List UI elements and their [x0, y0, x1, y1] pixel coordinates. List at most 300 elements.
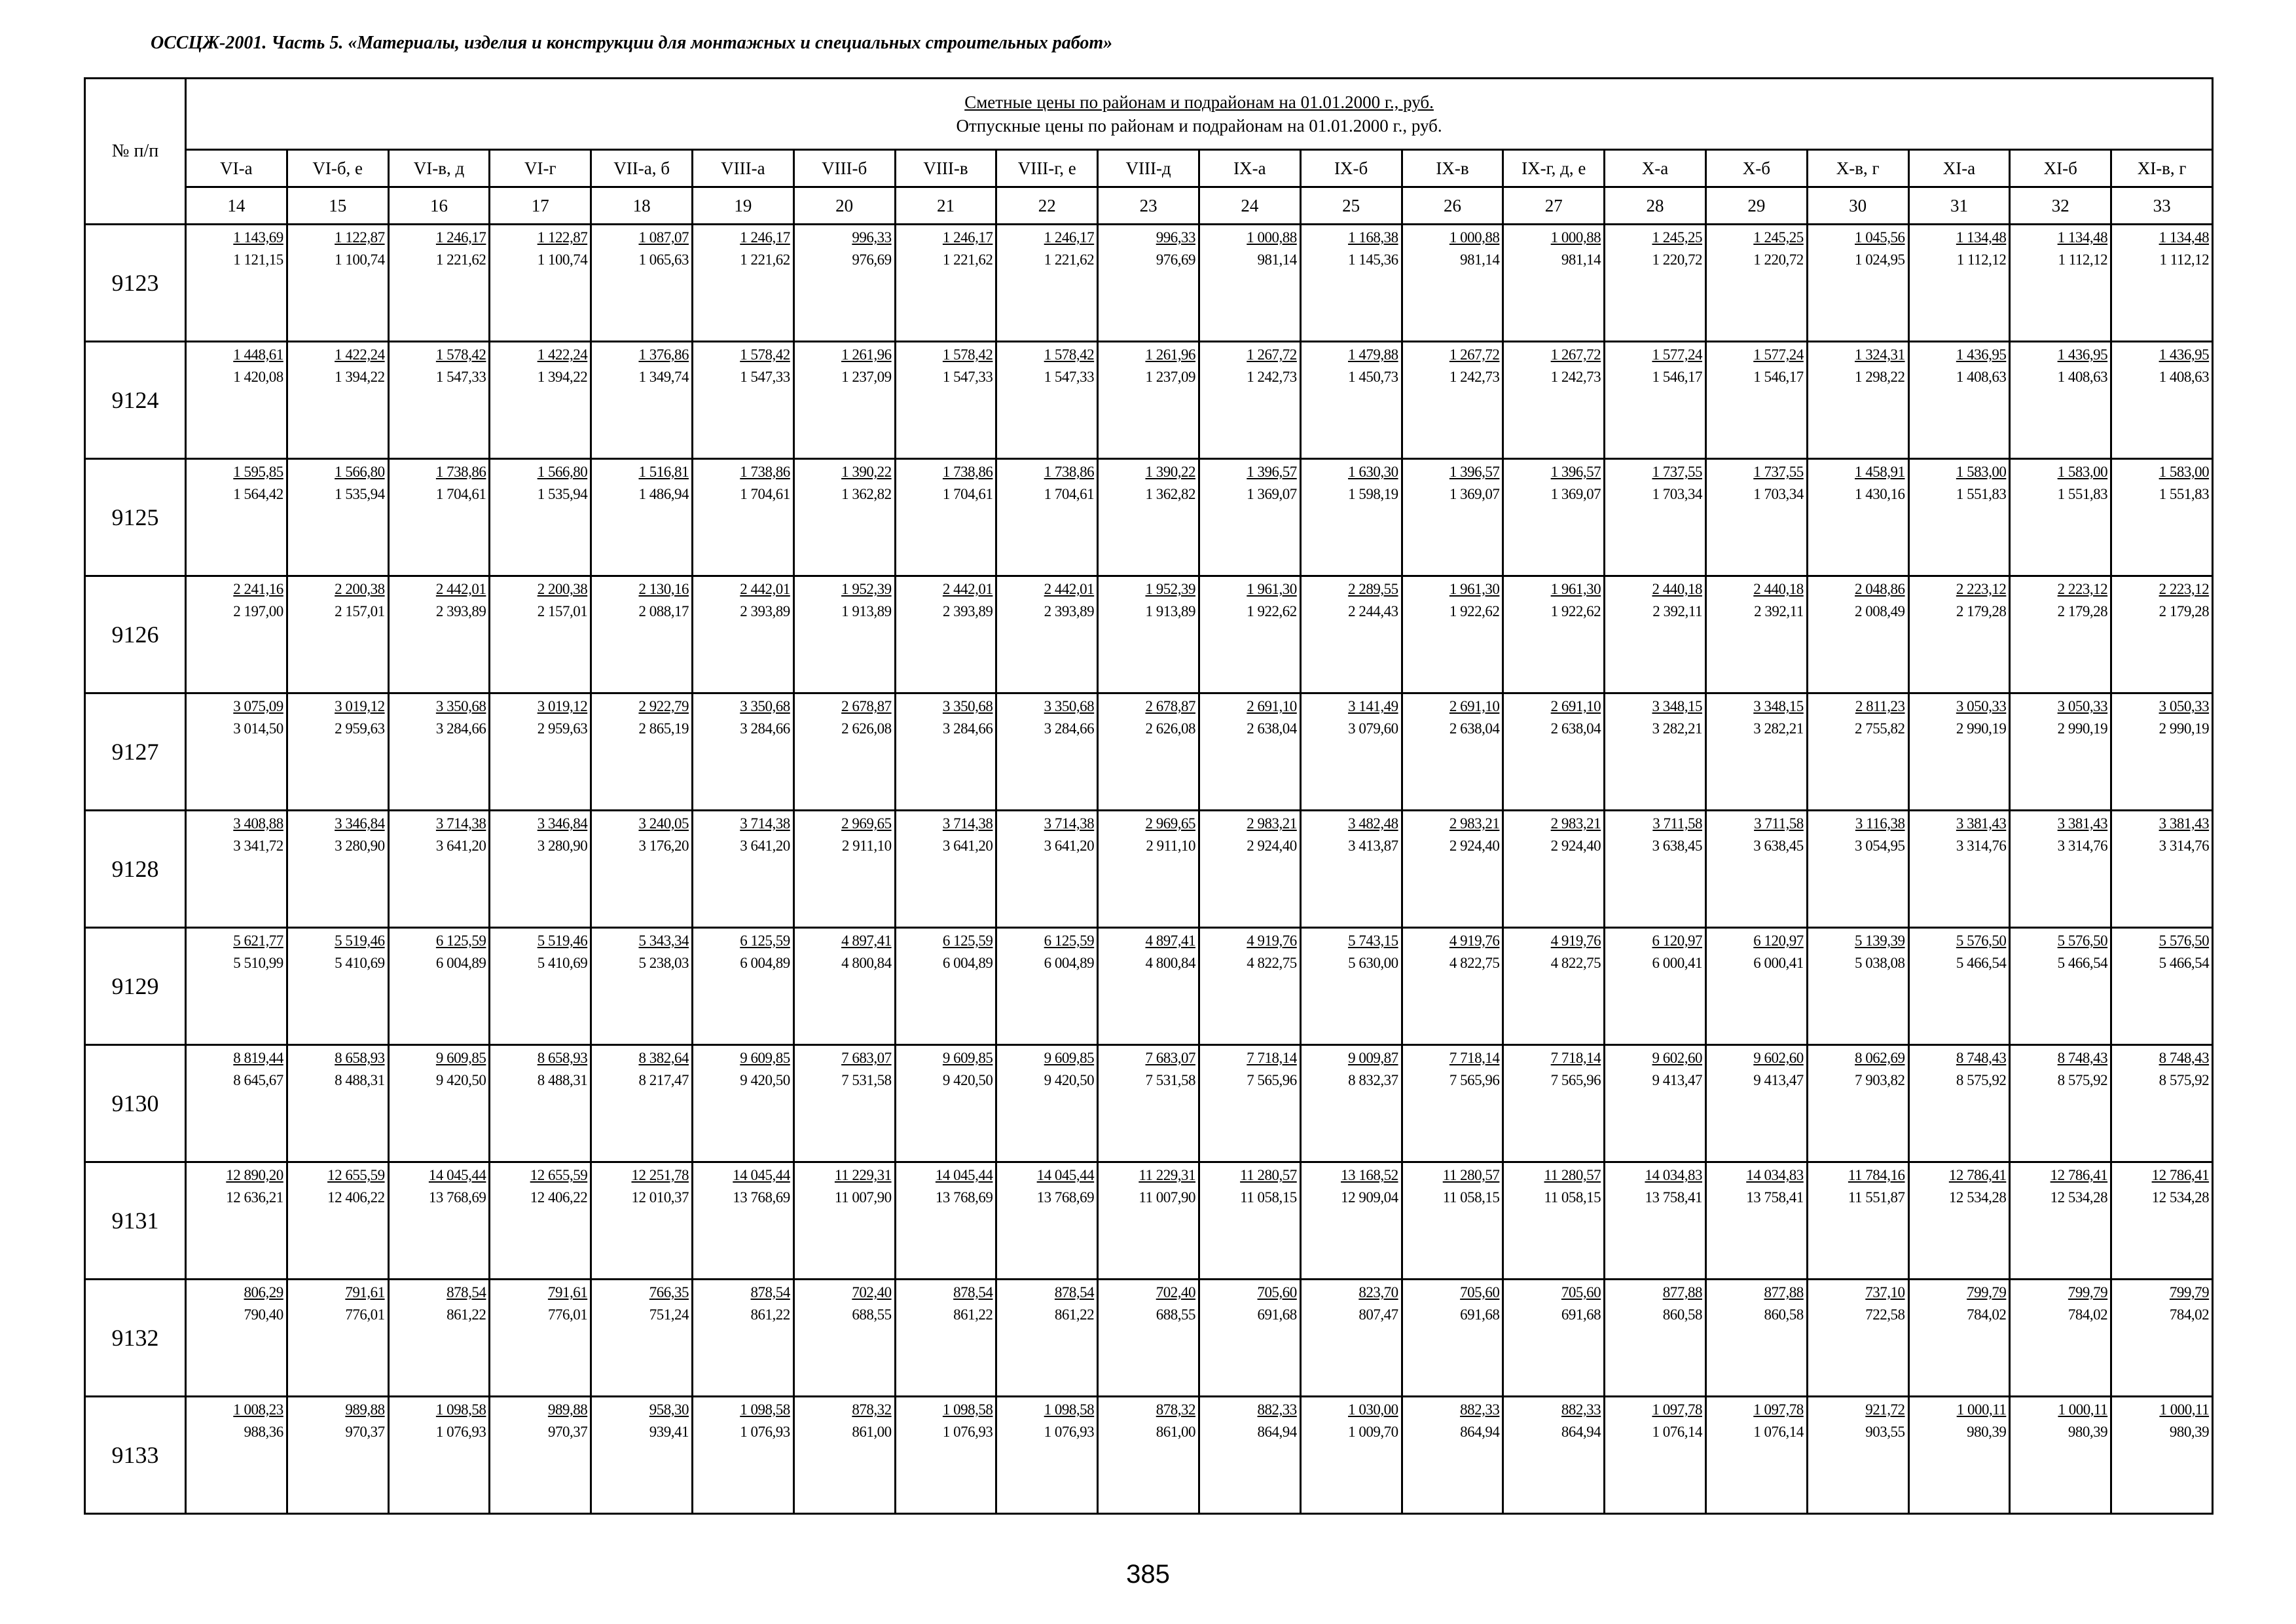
release-price: 1 242,73 [1449, 369, 1500, 385]
estimated-price: 1 030,00 [1348, 1401, 1398, 1418]
price-cell [388, 1045, 490, 1162]
price-cell [1300, 1397, 1402, 1514]
release-price: 4 822,75 [1449, 955, 1500, 971]
estimated-price: 5 576,50 [2159, 932, 2210, 949]
estimated-price: 8 748,43 [2159, 1050, 2210, 1066]
estimated-price: 11 784,16 [1848, 1167, 1905, 1183]
price-cell [388, 811, 490, 928]
price-cell [1503, 811, 1605, 928]
release-price: 8 575,92 [2159, 1072, 2210, 1088]
release-price: 1 408,63 [1956, 369, 2007, 385]
price-cell [793, 1280, 895, 1397]
price-cell [591, 1162, 693, 1280]
price-cell [1503, 459, 1605, 576]
release-price: 2 393,89 [1044, 603, 1095, 619]
price-cell [1807, 1045, 1908, 1162]
price-cell [490, 225, 591, 342]
column-header: IX-а [1199, 150, 1300, 187]
estimated-price: 3 050,33 [1956, 698, 2007, 714]
release-price: 981,14 [1257, 251, 1297, 268]
price-cell [1402, 1397, 1503, 1514]
price-cell [2111, 342, 2213, 459]
price-cell [1199, 1397, 1300, 1514]
estimated-price: 8 748,43 [1956, 1050, 2007, 1066]
release-price: 8 645,67 [233, 1072, 283, 1088]
price-cell [692, 225, 793, 342]
price-cell [1503, 693, 1605, 811]
estimated-price: 1 436,95 [2159, 346, 2210, 363]
price-cell [692, 1280, 793, 1397]
estimated-price: 2 691,10 [1449, 698, 1500, 714]
release-price: 1 547,33 [740, 369, 790, 385]
column-header: X-в, г [1807, 150, 1908, 187]
release-price: 1 076,93 [740, 1424, 790, 1440]
release-price: 3 284,66 [740, 720, 790, 737]
release-price: 2 638,04 [1550, 720, 1601, 737]
release-price: 3 641,20 [435, 838, 486, 854]
estimated-price: 882,33 [1561, 1401, 1601, 1418]
release-price: 5 466,54 [2057, 955, 2108, 971]
price-cell [388, 576, 490, 693]
estimated-price: 799,79 [2068, 1284, 2108, 1301]
estimated-price: 1 246,17 [435, 229, 486, 246]
column-header: VI-б, е [287, 150, 388, 187]
release-price: 1 121,15 [233, 251, 283, 268]
estimated-price: 1 087,07 [638, 229, 689, 246]
release-price: 2 393,89 [740, 603, 790, 619]
estimated-price: 1 578,42 [435, 346, 486, 363]
table-header-row [85, 79, 2213, 150]
price-cell [388, 1280, 490, 1397]
table-caption [186, 79, 2213, 150]
price-cell [1199, 1162, 1300, 1280]
release-price: 1 369,07 [1550, 486, 1601, 502]
release-price: 1 913,89 [841, 603, 892, 619]
release-price: 1 242,73 [1550, 369, 1601, 385]
estimated-price: 5 576,50 [2057, 932, 2108, 949]
release-price: 9 420,50 [740, 1072, 790, 1088]
release-price: 976,69 [852, 251, 892, 268]
estimated-price: 799,79 [2169, 1284, 2210, 1301]
price-cell [1098, 1397, 1199, 1514]
release-price: 2 088,17 [638, 603, 689, 619]
estimated-price: 1 583,00 [2159, 464, 2210, 480]
estimated-price: 3 075,09 [233, 698, 283, 714]
caption-release-prices: Отпускные цены по районам и подрайонам на 01.01.2000 г., руб. [956, 116, 1442, 136]
estimated-price: 6 125,59 [435, 932, 486, 949]
estimated-price: 2 289,55 [1348, 581, 1398, 597]
price-cell [1300, 811, 1402, 928]
price-cell [287, 342, 388, 459]
row-number: 9127 [85, 693, 186, 811]
release-price: 3 079,60 [1348, 720, 1398, 737]
estimated-price: 2 811,23 [1855, 698, 1905, 714]
release-price: 1 704,61 [1044, 486, 1095, 502]
price-cell [1705, 1162, 1807, 1280]
estimated-price: 14 034,83 [1645, 1167, 1702, 1183]
release-price: 939,41 [649, 1424, 689, 1440]
price-cell [1199, 576, 1300, 693]
estimated-price: 1 000,88 [1449, 229, 1500, 246]
price-cell [1300, 928, 1402, 1045]
price-cell [1705, 811, 1807, 928]
release-price: 2 179,28 [2057, 603, 2108, 619]
release-price: 5 038,08 [1855, 955, 1905, 971]
price-cell [186, 811, 287, 928]
release-price: 2 924,40 [1247, 838, 1297, 854]
price-cell [490, 928, 591, 1045]
release-price: 1 112,12 [2058, 251, 2108, 268]
column-number: 18 [591, 187, 693, 225]
release-price: 9 420,50 [942, 1072, 993, 1088]
price-cell [490, 811, 591, 928]
price-cell [1908, 928, 2010, 1045]
release-price: 3 282,21 [1753, 720, 1804, 737]
price-cell [186, 1397, 287, 1514]
price-cell [1605, 576, 1706, 693]
price-cell [1402, 1162, 1503, 1280]
release-price: 2 393,89 [435, 603, 486, 619]
price-cell [490, 459, 591, 576]
release-price: 3 641,20 [1044, 838, 1095, 854]
estimated-price: 1 577,24 [1753, 346, 1804, 363]
release-price: 1 221,62 [1044, 251, 1095, 268]
estimated-price: 705,60 [1257, 1284, 1297, 1301]
price-cell [996, 693, 1098, 811]
estimated-price: 1 000,88 [1550, 229, 1601, 246]
estimated-price: 878,54 [446, 1284, 486, 1301]
estimated-price: 2 442,01 [740, 581, 790, 597]
price-cell [996, 1280, 1098, 1397]
price-cell [895, 1397, 996, 1514]
release-price: 1 369,07 [1449, 486, 1500, 502]
estimated-price: 1 000,88 [1247, 229, 1297, 246]
table-row [85, 459, 2213, 576]
price-cell [1300, 1280, 1402, 1397]
release-price: 9 420,50 [1044, 1072, 1095, 1088]
release-price: 2 911,10 [1146, 838, 1195, 854]
release-price: 3 638,45 [1652, 838, 1702, 854]
price-cell [186, 1280, 287, 1397]
estimated-price: 14 045,44 [428, 1167, 486, 1183]
release-price: 3 314,76 [2159, 838, 2210, 854]
price-cell [388, 693, 490, 811]
release-price: 8 488,31 [537, 1072, 588, 1088]
price-cell [2111, 811, 2213, 928]
release-price: 1 551,83 [1956, 486, 2007, 502]
estimated-price: 2 678,87 [1145, 698, 1195, 714]
release-price: 980,39 [2068, 1424, 2108, 1440]
column-number: 31 [1908, 187, 2010, 225]
estimated-price: 6 125,59 [942, 932, 993, 949]
estimated-price: 996,33 [1156, 229, 1195, 246]
row-number: 9133 [85, 1397, 186, 1514]
price-cell [895, 811, 996, 928]
estimated-price: 1 436,95 [2057, 346, 2108, 363]
estimated-price: 1 122,87 [335, 229, 385, 246]
table-row [85, 1045, 2213, 1162]
price-cell [1199, 342, 1300, 459]
estimated-price: 9 009,87 [1348, 1050, 1398, 1066]
price-cell [2010, 1045, 2111, 1162]
estimated-price: 2 241,16 [233, 581, 283, 597]
price-cell [287, 1280, 388, 1397]
release-price: 1 922,62 [1550, 603, 1601, 619]
price-cell [1402, 342, 1503, 459]
estimated-price: 1 098,58 [435, 1401, 486, 1418]
estimated-price: 921,72 [1865, 1401, 1905, 1418]
release-price: 970,37 [345, 1424, 385, 1440]
price-cell [692, 459, 793, 576]
price-cell [287, 1397, 388, 1514]
estimated-price: 766,35 [649, 1284, 689, 1301]
release-price: 2 626,08 [841, 720, 892, 737]
release-price: 784,02 [2169, 1306, 2210, 1323]
release-price: 2 197,00 [233, 603, 283, 619]
table-row [85, 342, 2213, 459]
price-cell [1300, 693, 1402, 811]
estimated-price: 5 139,39 [1855, 932, 1905, 949]
column-number: 15 [287, 187, 388, 225]
release-price: 1 408,63 [2159, 369, 2210, 385]
release-price: 691,68 [1460, 1306, 1500, 1323]
release-price: 1 704,61 [942, 486, 993, 502]
price-cell [2111, 1162, 2213, 1280]
row-number: 9132 [85, 1280, 186, 1397]
estimated-price: 1 583,00 [1956, 464, 2007, 480]
price-cell [1300, 1162, 1402, 1280]
price-cell [388, 225, 490, 342]
price-cell [1199, 928, 1300, 1045]
price-cell [1503, 1045, 1605, 1162]
estimated-price: 989,88 [547, 1401, 588, 1418]
estimated-price: 8 382,64 [638, 1050, 689, 1066]
release-price: 1 922,62 [1247, 603, 1297, 619]
release-price: 3 014,50 [233, 720, 283, 737]
document-header: ОССЦЖ-2001. Часть 5. «Материалы, изделия и конструкции для монтажных и специальных строительных работ» [151, 33, 1113, 53]
price-cell [1807, 811, 1908, 928]
release-price: 1 298,22 [1855, 369, 1905, 385]
estimated-price: 1 245,25 [1652, 229, 1702, 246]
release-price: 6 000,41 [1753, 955, 1804, 971]
release-price: 981,14 [1460, 251, 1500, 268]
price-cell [1402, 576, 1503, 693]
estimated-price: 1 000,11 [2058, 1401, 2108, 1418]
estimated-price: 12 786,41 [2151, 1167, 2210, 1183]
release-price: 3 314,76 [1956, 838, 2007, 854]
estimated-price: 2 983,21 [1449, 815, 1500, 832]
price-cell [1098, 1162, 1199, 1280]
estimated-price: 958,30 [649, 1401, 689, 1418]
release-price: 12 010,37 [631, 1189, 689, 1206]
estimated-price: 1 737,55 [1753, 464, 1804, 480]
estimated-price: 1 134,48 [1956, 229, 2007, 246]
price-cell [692, 1162, 793, 1280]
price-cell [1605, 1162, 1706, 1280]
price-cell [692, 576, 793, 693]
release-price: 7 531,58 [1145, 1072, 1195, 1088]
column-header: VIII-д [1098, 150, 1199, 187]
estimated-price: 3 714,38 [942, 815, 993, 832]
column-header: VI-а [186, 150, 287, 187]
price-cell [1807, 225, 1908, 342]
release-price: 1 913,89 [1145, 603, 1195, 619]
release-price: 3 641,20 [740, 838, 790, 854]
release-price: 6 004,89 [942, 955, 993, 971]
release-price: 1 420,08 [233, 369, 283, 385]
estimated-price: 3 482,48 [1348, 815, 1398, 832]
release-price: 4 800,84 [1145, 955, 1195, 971]
release-price: 860,58 [1764, 1306, 1804, 1323]
price-cell [1402, 811, 1503, 928]
release-price: 4 822,75 [1550, 955, 1601, 971]
release-price: 1 024,95 [1855, 251, 1905, 268]
estimated-price: 1 324,31 [1855, 346, 1905, 363]
release-price: 776,01 [345, 1306, 385, 1323]
estimated-price: 878,54 [750, 1284, 790, 1301]
column-header: X-а [1605, 150, 1706, 187]
release-price: 3 641,20 [942, 838, 993, 854]
price-cell [1605, 1280, 1706, 1397]
estimated-price: 3 350,68 [1044, 698, 1095, 714]
release-price: 12 406,22 [327, 1189, 385, 1206]
column-number: 28 [1605, 187, 1706, 225]
release-price: 1 349,74 [638, 369, 689, 385]
estimated-price: 2 969,65 [1145, 815, 1195, 832]
price-cell [895, 1162, 996, 1280]
column-number: 29 [1705, 187, 1807, 225]
estimated-price: 1 595,85 [233, 464, 283, 480]
release-price: 5 410,69 [537, 955, 588, 971]
price-cell [186, 1045, 287, 1162]
price-cell [1098, 811, 1199, 928]
estimated-price: 1 390,22 [1145, 464, 1195, 480]
release-price: 2 244,43 [1348, 603, 1398, 619]
release-price: 7 565,96 [1550, 1072, 1601, 1088]
release-price: 5 238,03 [638, 955, 689, 971]
release-price: 8 575,92 [2057, 1072, 2108, 1088]
estimated-price: 1 097,78 [1652, 1401, 1702, 1418]
release-price: 12 534,28 [2050, 1189, 2108, 1206]
release-price: 1 100,74 [335, 251, 385, 268]
estimated-price: 4 897,41 [1145, 932, 1195, 949]
estimated-price: 1 516,81 [638, 464, 689, 480]
release-price: 1 922,62 [1449, 603, 1500, 619]
estimated-price: 2 922,79 [638, 698, 689, 714]
estimated-price: 3 019,12 [537, 698, 588, 714]
estimated-price: 1 448,61 [233, 346, 283, 363]
column-number: 16 [388, 187, 490, 225]
estimated-price: 1 134,48 [2159, 229, 2210, 246]
price-cell [490, 1045, 591, 1162]
release-price: 2 924,40 [1550, 838, 1601, 854]
price-cell [2111, 1397, 2213, 1514]
price-cell [996, 928, 1098, 1045]
estimated-price: 878,54 [1054, 1284, 1095, 1301]
release-price: 722,58 [1865, 1306, 1905, 1323]
estimated-price: 3 348,15 [1652, 698, 1702, 714]
price-cell [692, 1045, 793, 1162]
price-cell [388, 1162, 490, 1280]
price-cell [1503, 576, 1605, 693]
price-cell [2010, 811, 2111, 928]
release-price: 1 369,07 [1247, 486, 1297, 502]
release-price: 1 547,33 [942, 369, 993, 385]
estimated-price: 2 691,10 [1550, 698, 1601, 714]
row-number: 9130 [85, 1045, 186, 1162]
estimated-price: 3 116,38 [1855, 815, 1905, 832]
estimated-price: 1 458,91 [1855, 464, 1905, 480]
estimated-price: 12 251,78 [631, 1167, 689, 1183]
price-cell [1605, 1045, 1706, 1162]
release-price: 5 510,99 [233, 955, 283, 971]
column-header: XI-б [2010, 150, 2111, 187]
release-price: 1 704,61 [740, 486, 790, 502]
column-header: VIII-б [793, 150, 895, 187]
estimated-price: 1 583,00 [2057, 464, 2108, 480]
price-cell [1605, 928, 1706, 1045]
release-price: 776,01 [547, 1306, 588, 1323]
release-price: 1 237,09 [841, 369, 892, 385]
column-header: XI-в, г [2111, 150, 2213, 187]
estimated-price: 2 442,01 [942, 581, 993, 597]
estimated-price: 3 408,88 [233, 815, 283, 832]
release-price: 3 638,45 [1753, 838, 1804, 854]
estimated-price: 1 098,58 [942, 1401, 993, 1418]
estimated-price: 6 125,59 [740, 932, 790, 949]
column-header: VIII-в [895, 150, 996, 187]
release-price: 1 551,83 [2057, 486, 2108, 502]
release-price: 1 009,70 [1348, 1424, 1398, 1440]
price-cell [895, 459, 996, 576]
release-price: 1 221,62 [740, 251, 790, 268]
release-price: 1 076,93 [435, 1424, 486, 1440]
estimated-price: 1 436,95 [1956, 346, 2007, 363]
estimated-price: 1 267,72 [1247, 346, 1297, 363]
release-price: 784,02 [2068, 1306, 2108, 1323]
estimated-price: 1 396,57 [1449, 464, 1500, 480]
column-number: 14 [186, 187, 287, 225]
release-price: 1 145,36 [1348, 251, 1398, 268]
release-price: 8 832,37 [1348, 1072, 1398, 1088]
release-price: 751,24 [649, 1306, 689, 1323]
price-cell [1807, 576, 1908, 693]
estimated-price: 1 000,11 [2159, 1401, 2210, 1418]
release-price: 2 638,04 [1449, 720, 1500, 737]
release-price: 9 413,47 [1753, 1072, 1804, 1088]
estimated-price: 1 246,17 [740, 229, 790, 246]
price-cell [2010, 928, 2111, 1045]
release-price: 1 065,63 [638, 251, 689, 268]
release-price: 4 822,75 [1247, 955, 1297, 971]
price-cell [591, 928, 693, 1045]
release-price: 2 990,19 [1956, 720, 2007, 737]
release-price: 1 221,62 [435, 251, 486, 268]
price-cell [490, 1280, 591, 1397]
release-price: 861,22 [1054, 1306, 1095, 1323]
release-price: 903,55 [1865, 1424, 1905, 1440]
estimated-price: 3 240,05 [638, 815, 689, 832]
estimated-price: 3 350,68 [435, 698, 486, 714]
estimated-price: 12 655,59 [327, 1167, 385, 1183]
release-price: 1 237,09 [1145, 369, 1195, 385]
estimated-price: 8 819,44 [233, 1050, 283, 1066]
price-cell [2010, 225, 2111, 342]
price-cell [1908, 459, 2010, 576]
release-price: 2 990,19 [2057, 720, 2108, 737]
price-cell [1402, 928, 1503, 1045]
price-cell [793, 693, 895, 811]
